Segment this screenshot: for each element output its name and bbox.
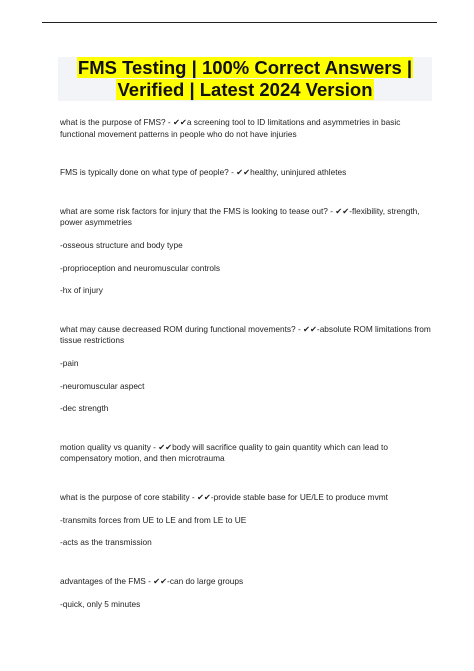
qa-sub-line: -osseous structure and body type xyxy=(60,240,183,250)
qa-sub-line: -neuromuscular aspect xyxy=(60,380,145,391)
qa-sub-line: -hx of injury xyxy=(60,285,103,295)
qa-item xyxy=(60,117,432,140)
qa-sub-line: -pain xyxy=(60,358,79,368)
title-line-2: Verified | Latest 2024 Version xyxy=(117,79,373,100)
qa-item xyxy=(60,442,432,465)
qa-text: what is the purpose of FMS? - ✔✔a screening tool to ID limitations and asymmetries in basic functional movement patterns in people who do not have injuries xyxy=(60,117,401,139)
qa-item xyxy=(60,167,432,179)
qa-item xyxy=(60,324,432,415)
qa-sub-line: -acts as the transmission xyxy=(60,537,152,547)
qa-item xyxy=(60,206,432,297)
title-line-1: FMS Testing | 100% Correct Answers | xyxy=(77,57,413,78)
top-divider xyxy=(42,22,437,23)
qa-sub-line: -dec strength xyxy=(60,403,109,413)
qa-text: motion quality vs quanity - ✔✔body will sacrifice quality to gain quantity which can lead to compensatory motion, and then microtrauma xyxy=(60,441,388,463)
qa-item xyxy=(60,576,432,611)
qa-list xyxy=(60,117,432,637)
qa-text: FMS is typically done on what type of people? - ✔✔healthy, uninjured athletes xyxy=(60,167,347,177)
qa-sub-line: -quick, only 5 minutes xyxy=(60,598,141,609)
qa-item xyxy=(60,492,432,549)
qa-text: advantages of the FMS - ✔✔-can do large groups xyxy=(60,575,244,586)
qa-sub-line: -proprioception and neuromuscular controls xyxy=(60,262,221,273)
qa-sub-line: -transmits forces from UE to LE and from LE to UE xyxy=(60,514,247,525)
qa-text: what may cause decreased ROM during functional movements? - ✔✔-absolute ROM limitations from tissue restrictions xyxy=(60,323,431,345)
document-title xyxy=(58,57,432,101)
qa-text: what are some risk factors for injury that the FMS is looking to tease out? - ✔✔-flexibility, strength, power asymmetries xyxy=(60,205,420,227)
qa-text: what is the purpose of core stability - ✔✔-provide stable base for UE/LE to produce mvmt xyxy=(60,491,388,502)
